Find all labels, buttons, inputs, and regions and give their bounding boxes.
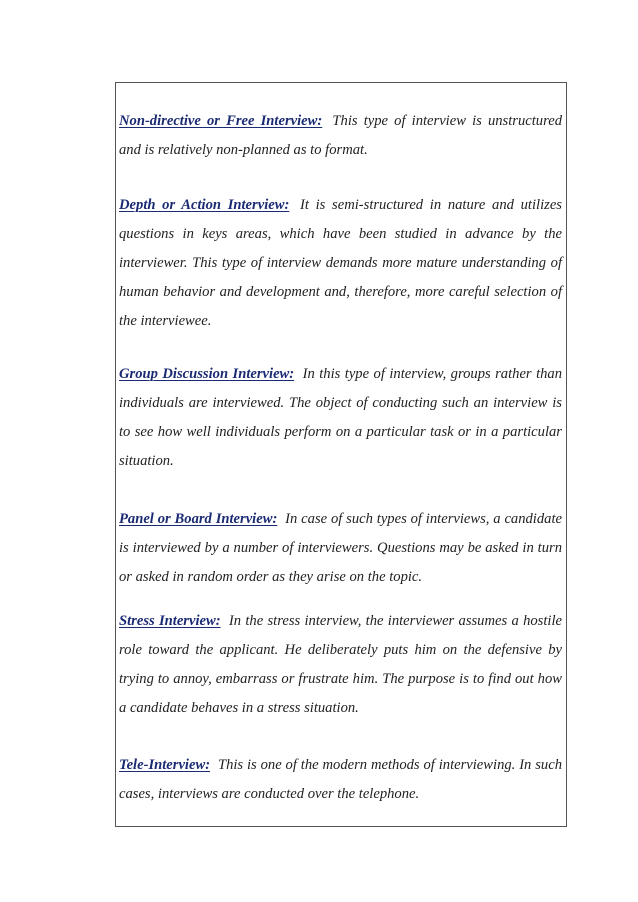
section-group-discussion-interview bbox=[119, 360, 562, 476]
section-depth-action-interview bbox=[119, 191, 562, 336]
section-tele-interview bbox=[119, 751, 562, 809]
section-term: Non-directive or Free Interview: bbox=[119, 113, 323, 129]
section-panel-board-interview bbox=[119, 505, 562, 592]
section-term: Stress Interview: bbox=[119, 613, 221, 629]
section-description: In case of such types of interviews, a candidate is interviewed by a number of interviewers. Questions may be asked in turn or asked in random order as they arise on the topic. bbox=[119, 511, 562, 585]
section-term: Tele-Interview: bbox=[119, 757, 211, 773]
section-term: Group Discussion Interview: bbox=[119, 366, 295, 382]
section-description: In this type of interview, groups rather than individuals are interviewed. The object of conducting such an interview is to see how well individuals perform on a particular task or in a particular situation. bbox=[119, 366, 563, 469]
section-description: This type of interview is unstructured and is relatively non-planned as to format. bbox=[119, 113, 563, 158]
section-description: This is one of the modern methods of interviewing. In such cases, interviews are conducted over the telephone. bbox=[119, 757, 562, 802]
document-body bbox=[119, 107, 562, 809]
section-description: It is semi-structured in nature and utilizes questions in keys areas, which have been studied in advance by the interviewer. This type of interview demands more mature understanding of human behavior and development and, therefore, more careful selection of the interviewee. bbox=[119, 197, 562, 329]
section-term: Panel or Board Interview: bbox=[119, 511, 278, 527]
section-description: In the stress interview, the interviewer assumes a hostile role toward the applicant. He deliberately puts him on the defensive by trying to annoy, embarrass or frustrate him. The purpose is to find out how a candidate behaves in a stress situation. bbox=[119, 613, 562, 716]
section-non-directive-interview bbox=[119, 107, 562, 165]
section-stress-interview bbox=[119, 607, 562, 723]
section-term: Depth or Action Interview: bbox=[119, 197, 290, 213]
